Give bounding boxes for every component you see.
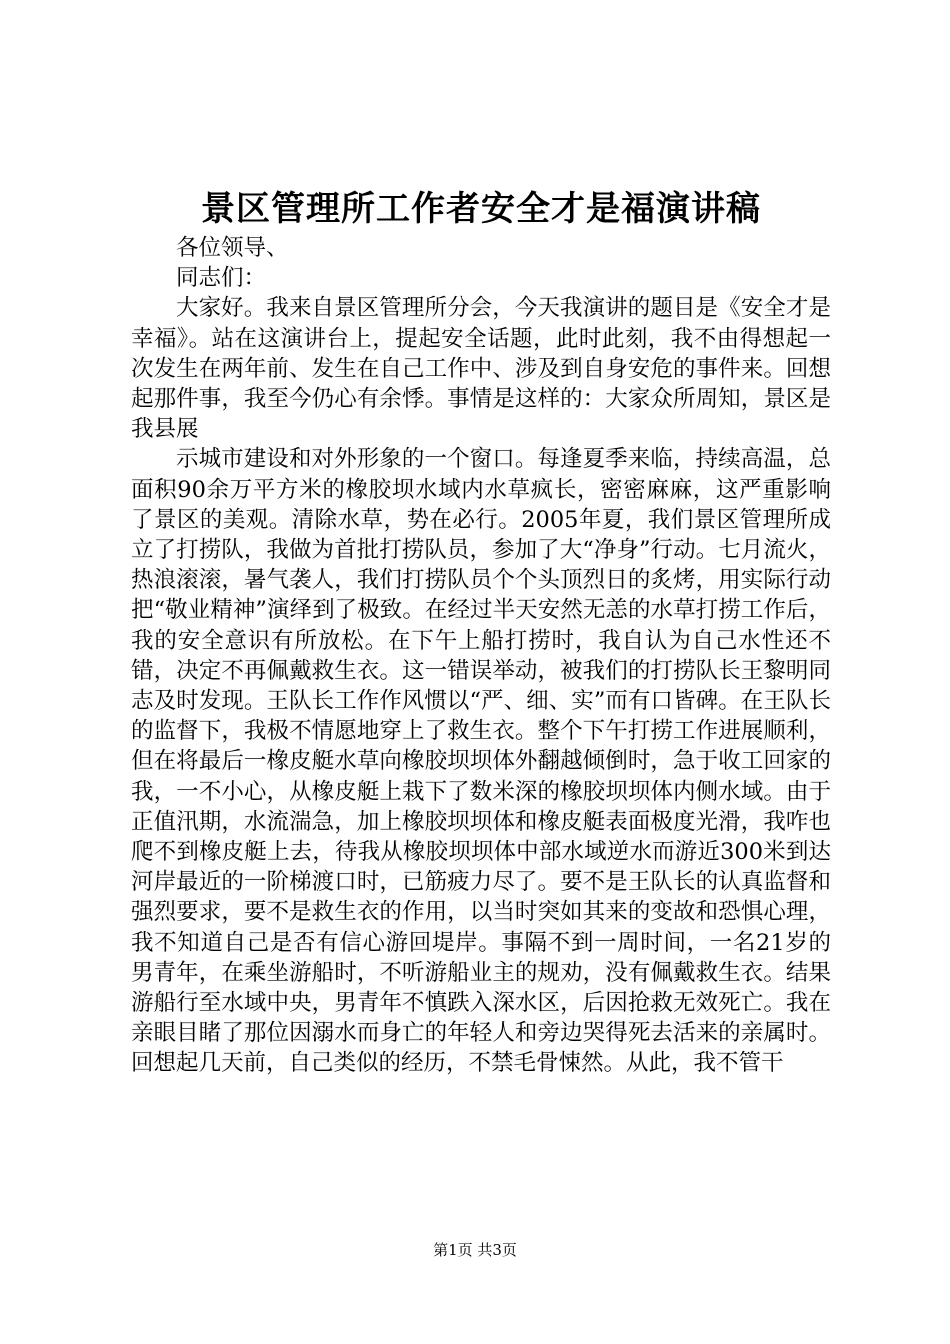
salutation-line-1: 各位领导、	[176, 235, 289, 261]
document-page	[131, 0, 831, 1344]
paragraph-1: 大家好。我来自景区管理所分会，今天我演讲的题目是《安全才是幸福》。站在这演讲台上，提起安全话题，此时此刻，我不由得想起一次发生在两年前、发生在自己工作中、涉及到自身安危的事件来。回想起那件事，我至今仍心有余悸。事情是这样的：大家众所周知，景区是我县展	[131, 295, 831, 443]
document-body	[131, 233, 831, 1079]
salutation-line-2: 同志们：	[176, 265, 267, 292]
paragraph-2: 示城市建设和对外形象的一个窗口。每逢夏季来临，持续高温，总面积90余万平方米的橡胶坝水域内水草疯长，密密麻麻，这严重影响了景区的美观。清除水草，势在必行。2005年夏，我们景区管理所成立了打捞队，我做为首批打捞队员，参加了大“净身”行动。七月流火，热浪滚滚，暑气袭人，我们打捞队员个个头顶烈日的炙烤，用实际行动把“敬业精神”演绎到了极致。在经过半天安然无恙的水草打捞工作后，我的安全意识有所放松。在下午上船打捞时，我自认为自己水性还不错，决定不再佩戴救生衣。这一错误举动，被我们的打捞队长王黎明同志及时发现。王队长工作作风惯以“严、细、实”而有口皆碑。在王队长的监督下，我极不情愿地穿上了救生衣。整个下午打捞工作进展顺利，但在将最后一橡皮艇水草向橡胶坝坝体外翻越倾倒时，急于收工回家的我，一不小心，从橡皮艇上栽下了数米深的橡胶坝坝体内侧水域。由于正值汛期，水流湍急，加上橡胶坝坝体和橡皮艇表面极度光滑，我咋也爬不到橡皮艇上去，待我从橡胶坝坝体中部水域逆水而游近300米到达河岸最近的一阶梯渡口时，已筋疲力尽了。要不是王队长的认真监督和强烈要求，要不是救生衣的作用，以当时突如其来的变故和恐惧心理，我不知道自己是否有信心游回堤岸。事隔不到一周时间，一名21岁的男青年，在乘坐游船时，不听游船业主的规劝，没有佩戴救生衣。结果游船行至水域中央，男青年不慎跌入深水区，后因抢救无效死亡。我在亲眼目睹了那位因溺水而身亡的年轻人和旁边哭得死去活来的亲属时。回想起几天前，自己类似的经历，不禁毛骨悚然。从此，我不管干	[131, 446, 831, 1077]
page-footer: 第1页 共3页	[433, 1241, 517, 1259]
document-title: 景区管理所工作者安全才是福演讲稿	[201, 189, 761, 229]
